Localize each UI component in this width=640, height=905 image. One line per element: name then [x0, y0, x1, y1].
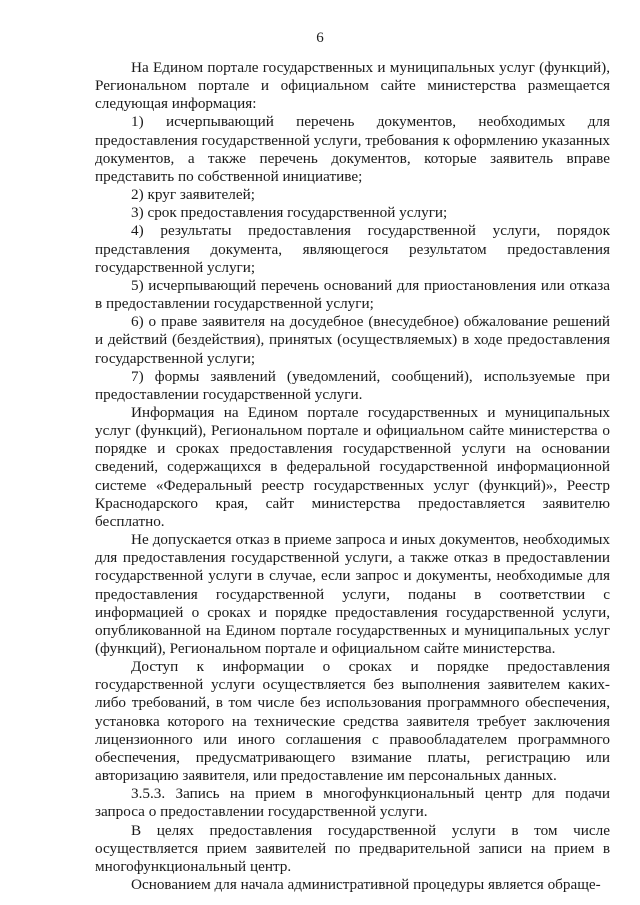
document-body	[95, 59, 610, 894]
paragraph-item-5-grounds: 5) исчерпывающий перечень оснований для приостановления или отказа в предоставлении государственной услуги;	[95, 276, 610, 313]
paragraph-section-3-5-3: 3.5.3. Запись на прием в многофункциональный центр для подачи запроса о предоставлении государственной услуги.	[95, 785, 610, 821]
paragraph-access-conditions: Доступ к информации о сроках и порядке предоставления государственной услуги осуществляется без выполнения заявителем каких-либо требований, в том числе без использования программного обеспечения, установка которого на технические средства заявителя требует заключения лицензионного или иного соглашения с правообладателем программного обеспечения, предусматривающего взимание платы, регистрацию или авторизацию заявителя, или предоставление им персональных данных.	[95, 658, 610, 785]
paragraph-item-3-term: 3) срок предоставления государственной услуги;	[131, 204, 448, 222]
paragraph-item-6-appeal: 6) о праве заявителя на досудебное (внесудебное) обжалование решений и действий (бездействия), принятых (осуществляемых) в ходе предоставления государственной услуги;	[95, 313, 610, 367]
paragraph-item-2-applicants: 2) круг заявителей;	[131, 186, 255, 204]
paragraph-portal-info-intro: На Едином портале государственных и муниципальных услуг (функций), Региональном портале и официальном сайте министерства размещается следующая информация:	[95, 59, 610, 113]
paragraph-preliminary-appointment: В целях предоставления государственной услуги в том числе осуществляется прием заявителей по предварительной записи на прием в многофункциональный центр.	[95, 821, 610, 875]
paragraph-free-information: Информация на Едином портале государственных и муниципальных услуг (функций), Региональном портале и официальном сайте министерства о порядке и сроках предоставления государственной услуги на основании сведений, содержащихся в федеральной государственной информационной системе «Федеральный реестр государственных услуг (функций)», Реестр Краснодарского края, сайт министерства предоставляется заявителю бесплатно.	[95, 403, 610, 530]
page-number: 6	[316, 30, 324, 46]
paragraph-procedure-basis: Основанием для начала административной процедуры является обраще-	[131, 876, 601, 894]
paragraph-item-4-results: 4) результаты предоставления государственной услуги, порядок представления документа, являющегося результатом предоставления государственной услуги;	[95, 222, 610, 276]
paragraph-item-1-documents: 1) исчерпывающий перечень документов, необходимых для предоставления государственной услуги, требования к оформлению указанных документов, а также перечень документов, которые заявитель вправе представить по собственной инициативе;	[95, 113, 610, 185]
paragraph-no-refusal: Не допускается отказ в приеме запроса и иных документов, необходимых для предоставления государственной услуги, а также отказ в предоставлении государственной услуги в случае, если запрос и документы, необходимые для предоставления государственной услуги, поданы в соответствии с информацией о сроках и порядке предоставления государственной услуги, опубликованной на Едином портале государственных и муниципальных услуг (функций), Региональном портале и официальном сайте министерства.	[95, 531, 610, 657]
paragraph-item-7-forms: 7) формы заявлений (уведомлений, сообщений), используемые при предоставлении государственной услуги.	[95, 367, 610, 403]
